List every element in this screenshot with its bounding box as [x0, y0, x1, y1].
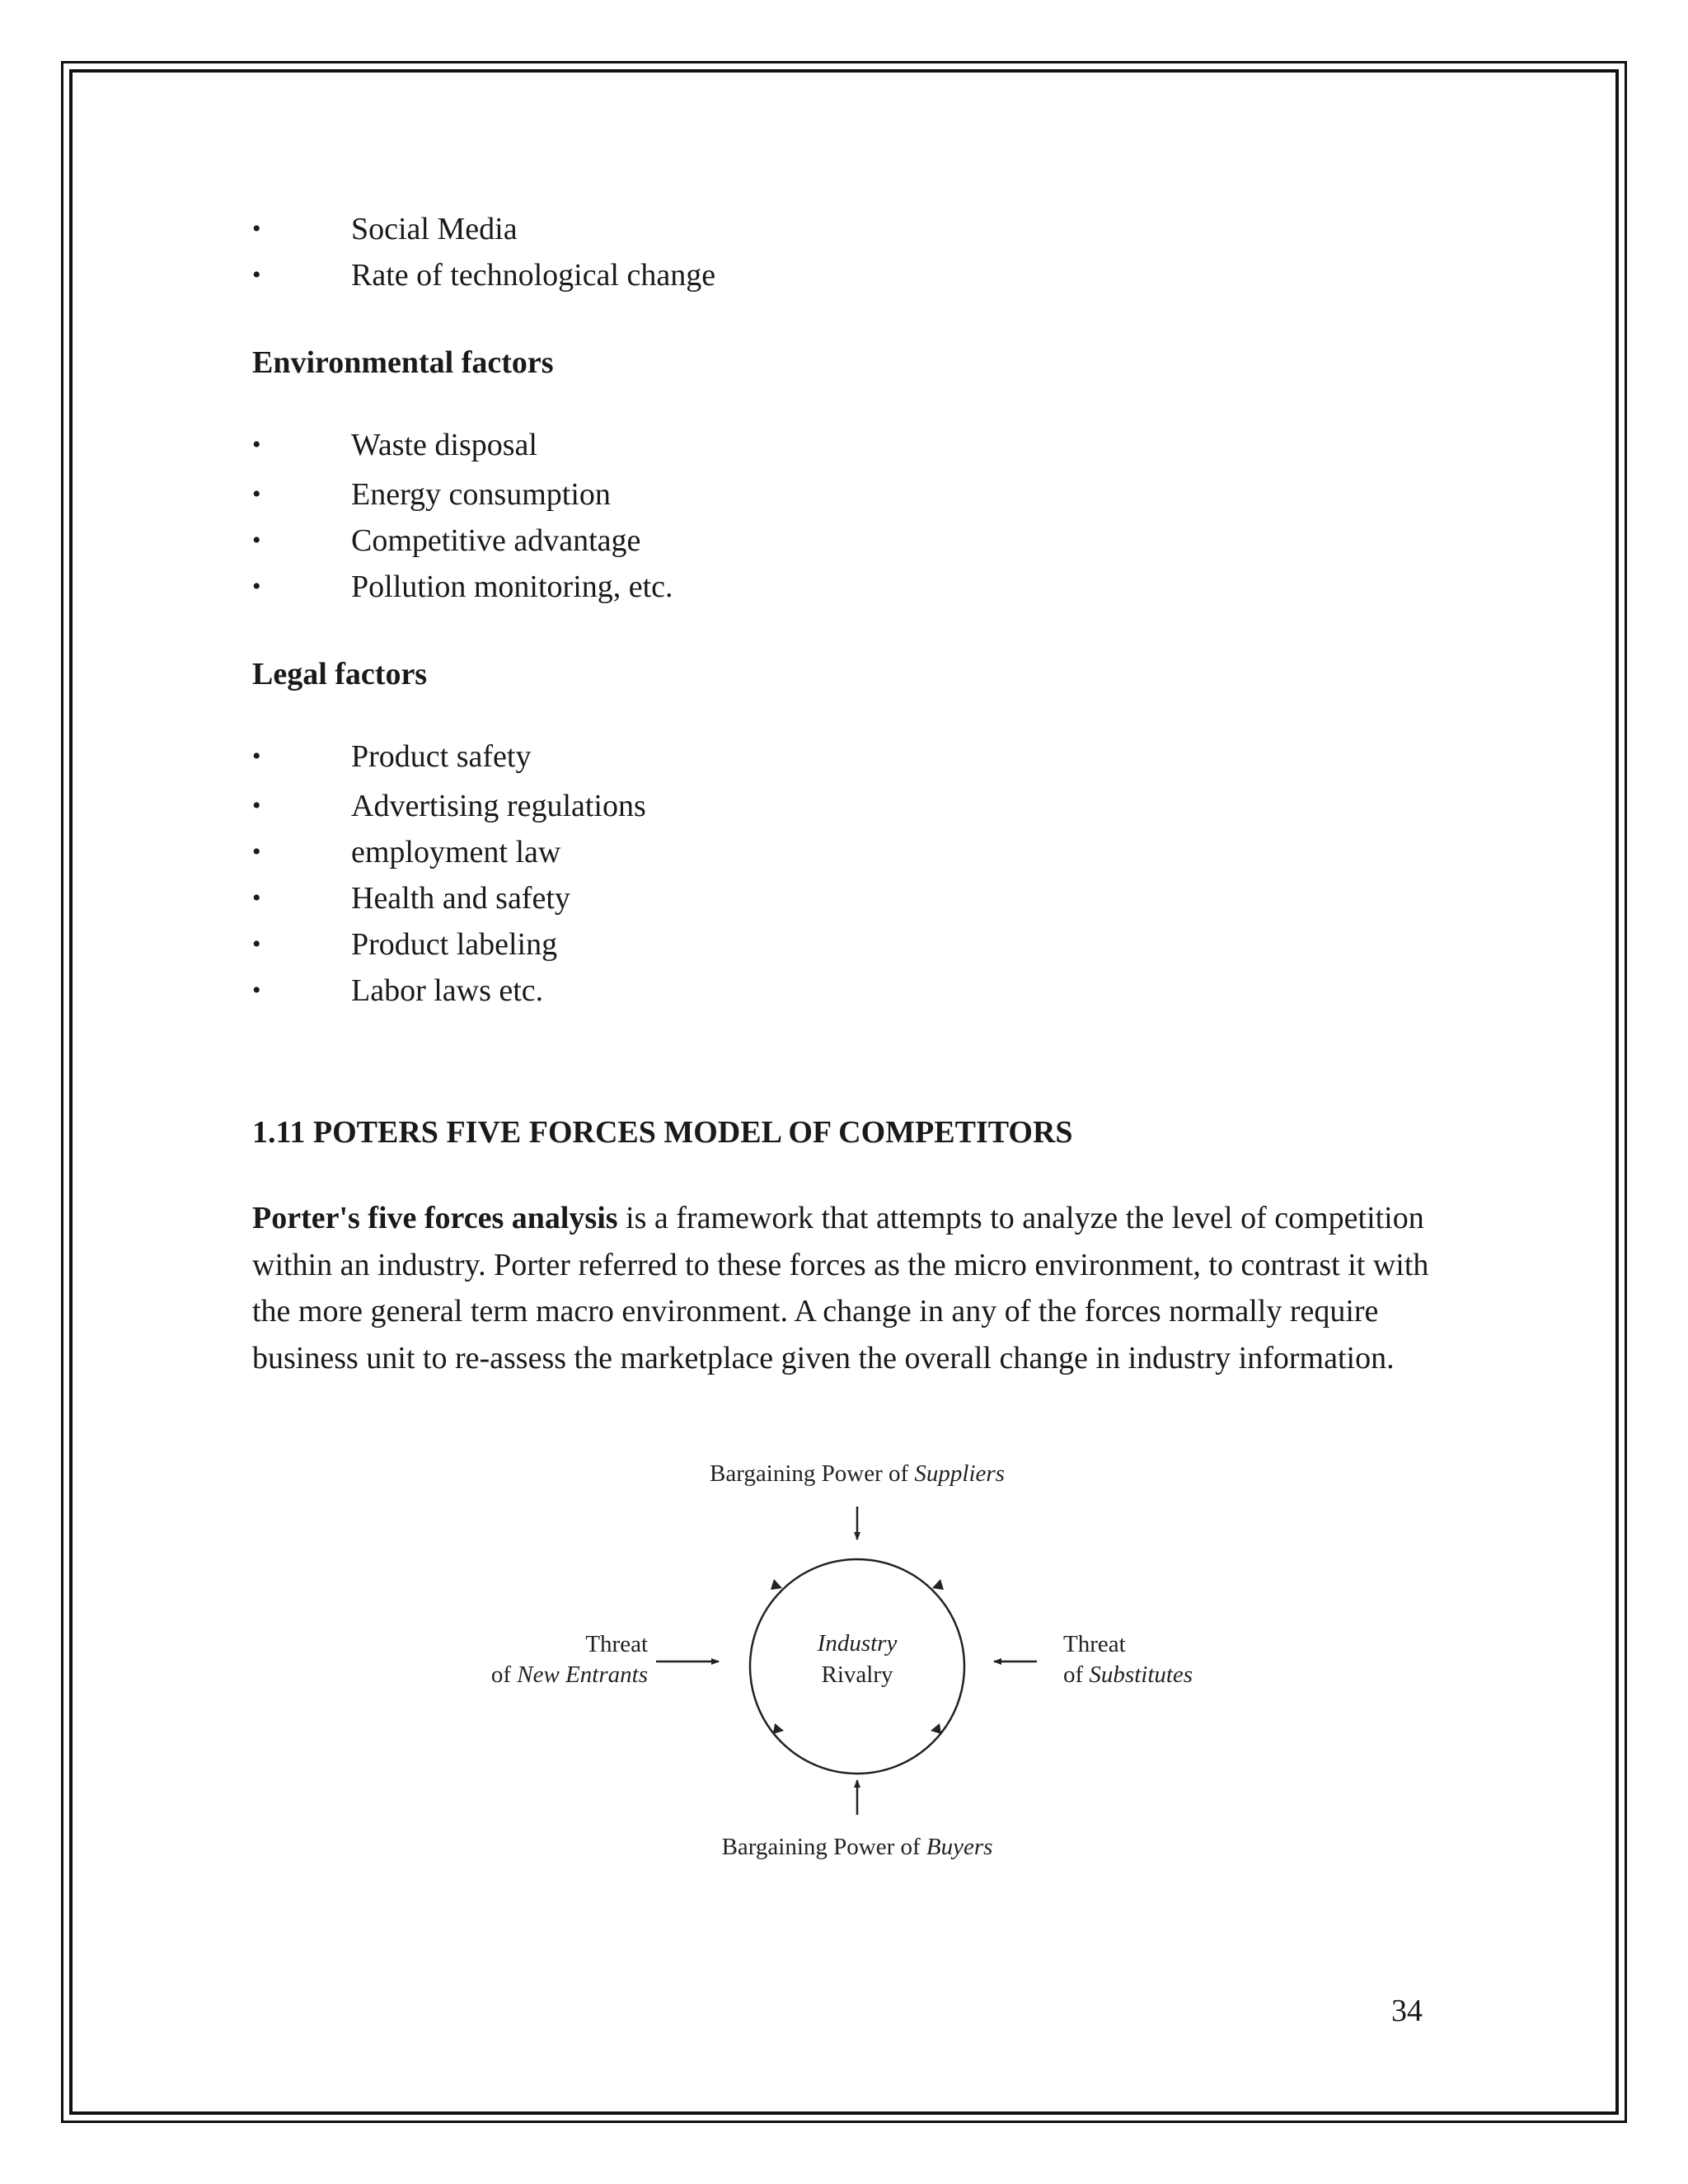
bullet-icon: • [252, 480, 261, 508]
list-item-text: Health and safety [351, 881, 570, 916]
list-item-text: Waste disposal [351, 428, 537, 462]
list-item-text: Energy consumption [351, 477, 611, 512]
list-item-text: Product safety [351, 739, 532, 774]
paragraph-bold-term: Porter's five forces analysis [252, 1201, 618, 1235]
bullet-icon: • [252, 573, 261, 600]
circle-arrowhead [773, 1723, 784, 1734]
diagram-label-left-line1: Threat [585, 1631, 648, 1657]
list-item-text: Labor laws etc. [351, 973, 544, 1008]
bullet-icon: • [252, 743, 261, 770]
bullet-icon: • [252, 930, 261, 958]
circle-arrowhead [932, 1579, 944, 1590]
page-number: 34 [1391, 1994, 1423, 2028]
list-item-text: Pollution monitoring, etc. [351, 569, 673, 604]
bullet-icon: • [252, 527, 261, 554]
bullet-icon: • [252, 431, 261, 458]
list-item-text: Advertising regulations [351, 789, 646, 823]
environmental-factors-heading: Environmental factors [252, 345, 554, 380]
circle-arrowhead [771, 1579, 782, 1590]
diagram-label-left-line2: of New Entrants [490, 1661, 648, 1688]
circle-arrowhead [931, 1723, 941, 1734]
bullet-icon: • [252, 838, 261, 865]
center-label-line1: Industry [817, 1630, 898, 1657]
diagram-label-bottom: Bargaining Power of Buyers [721, 1834, 993, 1860]
list-item-text: Competitive advantage [351, 523, 641, 558]
bullet-icon: • [252, 792, 261, 819]
bullet-icon: • [252, 215, 261, 242]
list-item-text: Social Media [351, 212, 518, 246]
diagram-label-right-line1: Threat [1063, 1631, 1126, 1657]
list-item-text: Product labeling [351, 927, 558, 962]
bullet-icon: • [252, 977, 261, 1004]
bullet-icon: • [252, 261, 261, 288]
diagram-label-right-line2: of Substitutes [1063, 1661, 1193, 1688]
center-label-line2: Rivalry [821, 1661, 893, 1688]
diagram-label-top: Bargaining Power of Suppliers [710, 1460, 1005, 1487]
bullet-icon: • [252, 884, 261, 912]
section-heading: 1.11 POTERS FIVE FORCES MODEL OF COMPETITORS [252, 1115, 1073, 1150]
list-item-text: Rate of technological change [351, 258, 716, 293]
list-item-text: employment law [351, 835, 561, 869]
legal-factors-heading: Legal factors [252, 657, 428, 691]
paragraph-text: is a framework that attempts to analyze the level of competition within an industry. Porter referred to these forces as the micro environment, to contrast it with the more general term macro environment. A change in any of the forces normally require business unit to re-assess the marketplace given the overall change in industry information. [252, 1201, 1429, 1376]
